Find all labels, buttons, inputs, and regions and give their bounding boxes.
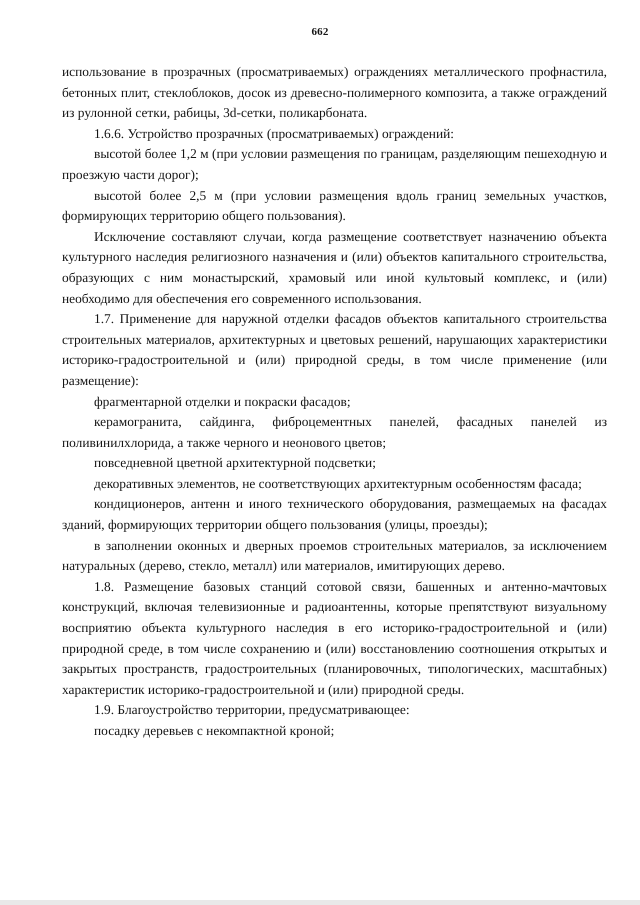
paragraph-exception: Исключение составляют случаи, когда размещение соответствует назначению объекта культурного наследия религиозного назначения и (или) объектов капитального строительства, образующих с ним монастырский, храмовый или иной культовый комплекс, и (или) необходимо для обеспечения его современного использования.	[62, 228, 607, 306]
paragraph-1-7: 1.7. Применение для наружной отделки фасадов объектов капитального строительства строительных материалов, архитектурных и цветовых решений, нарушающих характеристики историко-градостроительной и (или) природной среды, в том числе применение (или размещение):	[62, 311, 607, 388]
paragraph-1-6-6-heading: 1.6.6. Устройство прозрачных (просматриваемых) ограждений:	[94, 125, 455, 141]
list-item-tree-planting: посадку деревьев с некомпактной кроной;	[94, 723, 335, 738]
list-item-color-lighting: повседневной цветной архитектурной подсветки;	[94, 455, 376, 471]
paragraph-1-8: 1.8. Размещение базовых станций сотовой связи, башенных и антенно-мачтовых конструкций, включая телевизионные и радиоантенны, которые препятствуют визуальному восприятию объекта культурного наследия в его историко-градостроительной и (или) природной среде, в том числе сохранению и (или) восстановлению соотношения открытых и закрытых пространств, градостроительных (планировочных, типологических, масштабных) характеристик историко-градостроительной и (или) природной среды.	[62, 578, 607, 697]
document-body	[62, 62, 607, 742]
list-item-air-conditioners: кондиционеров, антенн и иного технического оборудования, размещаемых на фасадах зданий, формирующих территории общего пользования (улицы, проезды);	[62, 496, 607, 533]
page-number: 662	[311, 26, 329, 38]
list-item-window-door-fill: в заполнении оконных и дверных проемов строительных материалов, за исключением натуральных (дерево, стекло, металл) или материалов, имитирующих дерево.	[62, 537, 607, 574]
paragraph-height-2-5m: высотой более 2,5 м (при условии размещения вдоль границ земельных участков, формирующих территорию общего пользования).	[62, 187, 607, 224]
list-item-fragmentary-finish: фрагментарной отделки и покраски фасадов;	[94, 393, 351, 409]
paragraph-1-6-5-continuation: использование в прозрачных (просматриваемых) ограждениях металлического профнастила, бетонных плит, стеклоблоков, досок из древесно-полимерного композита, а также ограждений из рулонной сетки, рабицы, 3d-сетки, поликарбоната.	[62, 64, 607, 121]
list-item-decorative-elements: декоративных элементов, не соответствующих архитектурным особенностям фасада;	[94, 475, 582, 491]
scan-bottom-edge	[0, 900, 640, 905]
paragraph-height-1-2m: высотой более 1,2 м (при условии размещения по границам, разделяющим пешеходную и проезжую части дорог);	[62, 146, 607, 182]
list-item-porcelain-siding: керамогранита, сайдинга, фиброцементных панелей, фасадных панелей из поливинилхлорида, а также черного и неонового цветов;	[62, 414, 607, 450]
paragraph-1-9: 1.9. Благоустройство территории, предусматривающее:	[94, 702, 410, 718]
